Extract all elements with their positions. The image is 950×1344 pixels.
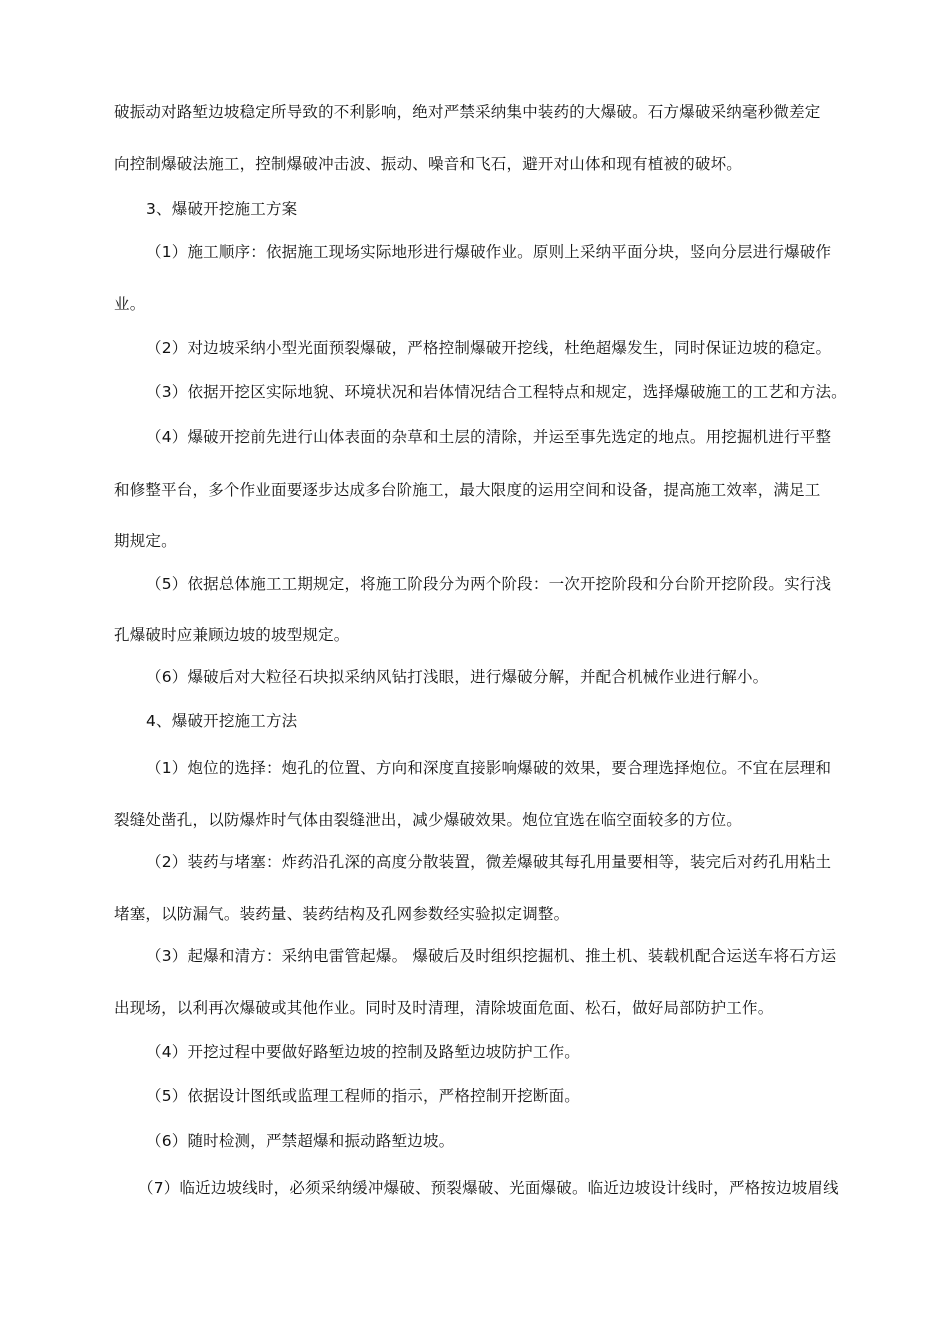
paragraph-line: （4）开挖过程中要做好路堑边坡的控制及路堑边坡防护工作。 xyxy=(146,1043,580,1061)
paragraph-line: （2）对边坡采纳小型光面预裂爆破，严格控制爆破开挖线，杜绝超爆发生，同时保证边坡的稳定。 xyxy=(146,339,832,357)
section-heading: 3、爆破开挖施工方案 xyxy=(146,200,298,218)
paragraph-line: （2）装药与堵塞：炸药沿孔深的高度分散装置，微差爆破其每孔用量要相等，装完后对药孔用粘土 xyxy=(146,853,832,871)
paragraph-line: 堵塞，以防漏气。装药量、装药结构及孔网参数经实验拟定调整。 xyxy=(114,905,570,923)
paragraph-line: （1）施工顺序：依据施工现场实际地形进行爆破作业。原则上采纳平面分块，竖向分层进行爆破作 xyxy=(146,243,832,261)
paragraph-line: 裂缝处凿孔，以防爆炸时气体由裂缝泄出，减少爆破效果。炮位宜选在临空面较多的方位。 xyxy=(114,811,743,829)
paragraph-line: 业。 xyxy=(114,295,146,313)
paragraph-line: （3）依据开挖区实际地貌、环境状况和岩体情况结合工程特点和规定，选择爆破施工的工艺和方法。 xyxy=(146,383,847,401)
paragraph-line: 破振动对路堑边坡稳定所导致的不利影响，绝对严禁采纳集中装药的大爆破。石方爆破采纳毫秒微差定 xyxy=(114,103,821,121)
paragraph-line: 孔爆破时应兼顾边坡的坡型规定。 xyxy=(114,626,350,644)
paragraph-line: 和修整平台，多个作业面要逐步达成多台阶施工，最大限度的运用空间和设备，提高施工效率，满足工 xyxy=(114,481,821,499)
paragraph-line: （5）依据总体施工工期规定，将施工阶段分为两个阶段：一次开挖阶段和分台阶开挖阶段。实行浅 xyxy=(146,575,832,593)
paragraph-line: （1）炮位的选择：炮孔的位置、方向和深度直接影响爆破的效果，要合理选择炮位。不宜在层理和 xyxy=(146,759,832,777)
paragraph-line: （3）起爆和清方：采纳电雷管起爆。 爆破后及时组织挖掘机、推土机、装载机配合运送车将石方运 xyxy=(146,947,837,965)
paragraph-line: 向控制爆破法施工，控制爆破冲击波、振动、噪音和飞石，避开对山体和现有植被的破坏。 xyxy=(114,155,743,173)
paragraph-line: （6）随时检测，严禁超爆和振动路堑边坡。 xyxy=(146,1132,455,1150)
section-heading: 4、爆破开挖施工方法 xyxy=(146,712,298,730)
paragraph-line: 出现场，以利再次爆破或其他作业。同时及时清理，清除坡面危面、松石，做好局部防护工作。 xyxy=(114,999,774,1017)
paragraph-line: （5）依据设计图纸或监理工程师的指示，严格控制开挖断面。 xyxy=(146,1087,580,1105)
paragraph-line: （7）临近边坡线时，必须采纳缓冲爆破、预裂爆破、光面爆破。临近边坡设计线时，严格按边坡眉线 xyxy=(138,1179,839,1197)
paragraph-line: 期规定。 xyxy=(114,532,177,550)
paragraph-line: （6）爆破后对大粒径石块拟采纳风钻打浅眼，进行爆破分解，并配合机械作业进行解小。 xyxy=(146,668,769,686)
paragraph-line: （4）爆破开挖前先进行山体表面的杂草和土层的清除，并运至事先选定的地点。用挖掘机进行平整 xyxy=(146,428,832,446)
